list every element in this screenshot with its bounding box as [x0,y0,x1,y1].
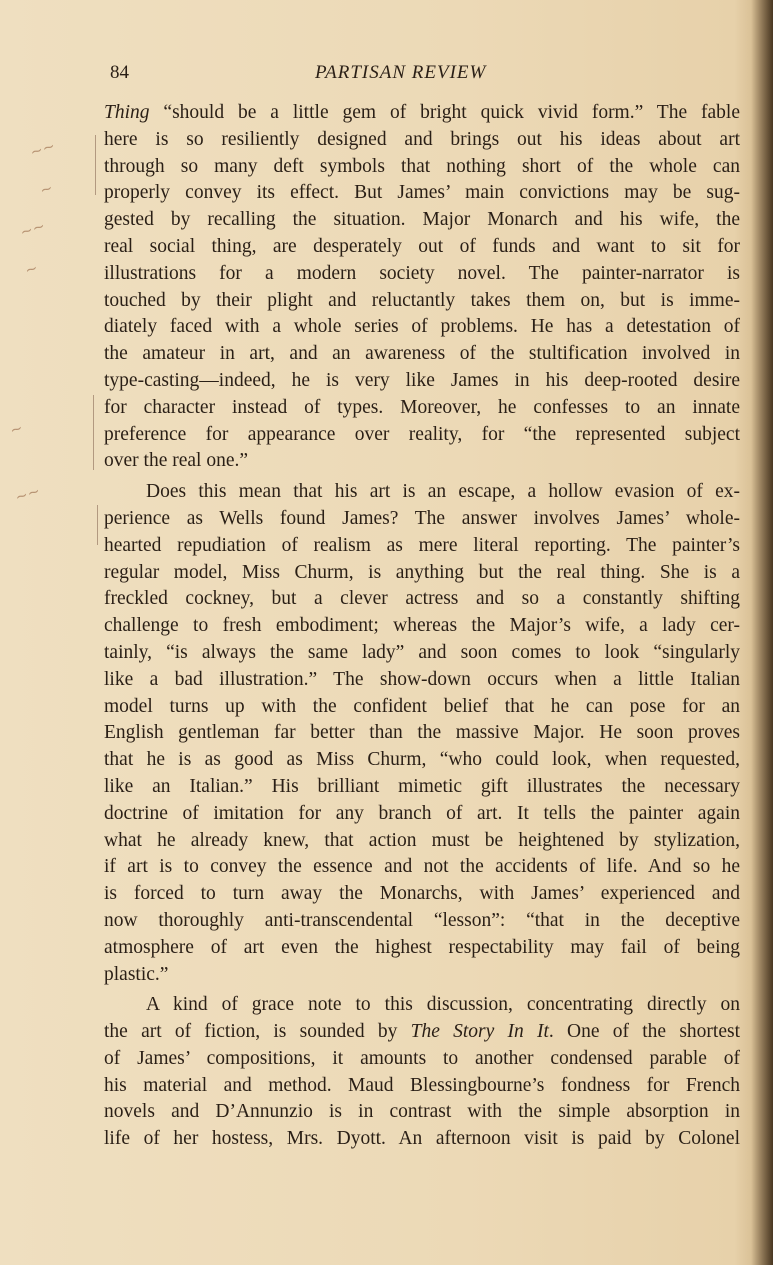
body-text [104,100,740,1153]
text-line: English gentleman far better than the massive Major. He soon proves [104,722,740,744]
handwritten-margin-notes [0,100,100,540]
text-line: type-casting—indeed, he is very like James in his deep-rooted desire [104,369,740,391]
text-line: now thoroughly anti-transcendental “lesson”: “that in the deceptive [104,909,740,931]
text-line: plastic.” [104,963,169,985]
text-line: diately faced with a whole series of problems. He has a detestation of [104,316,740,338]
text-line: touched by their plight and reluctantly takes them on, but is imme- [104,289,740,311]
margin-scribble: ~~ [17,216,48,242]
text-line: through so many deft symbols that nothing short of the whole can [104,155,740,177]
text-line: atmosphere of art even the highest respectability may fail of being [104,936,740,958]
book-spine-shadow [751,0,773,1265]
running-head: PARTISAN REVIEW [315,62,487,83]
text-line: over the real one.” [104,450,249,472]
page-number: 84 [110,62,129,83]
margin-scribble: ~~ [27,136,58,162]
text-line: A kind of grace note to this discussion, concentrating directly on [146,994,740,1016]
text-line: Does this mean that his art is an escape, a hollow evasion of ex- [146,481,740,503]
text-line: like an Italian.” His brilliant mimetic gift illustrates the necessary [104,775,740,797]
text-line: for character instead of types. Moreover, he confesses to an innate [104,396,740,418]
margin-scribble: ~ [7,418,26,440]
margin-bracket [97,505,98,545]
text-line: perience as Wells found James? The answer involves James’ whole- [104,507,740,529]
text-line: real social thing, are desperately out of funds and want to sit for [104,235,740,257]
text-line: of James’ compositions, it amounts to another condensed parable of [104,1047,740,1069]
text-line: properly convey its effect. But James’ main convictions may be sug- [104,182,740,204]
text-line: here is so resiliently designed and brings out his ideas about art [104,128,740,150]
text-line: model turns up with the confident belief that he can pose for an [104,695,740,717]
margin-bracket [93,395,94,470]
margin-scribble: ~~ [12,481,43,507]
page-header [110,62,746,90]
text-line: that he is as good as Miss Churm, “who could look, when requested, [104,749,740,771]
text-line: challenge to fresh embodiment; whereas the Major’s wife, a lady cer- [104,615,740,637]
text-line: is forced to turn away the Monarchs, with James’ experienced and [104,883,740,905]
text-line: preference for appearance over reality, for “the represented subject [104,423,740,445]
text-line: his material and method. Maud Blessingbourne’s fondness for French [104,1074,740,1096]
text-line: what he already knew, that action must be heightened by stylization, [104,829,740,851]
text-line: Thing “should be a little gem of bright quick vivid form.” The fable [104,102,740,123]
text-line: the art of fiction, is sounded by The Story In It. One of the shortest [104,1021,740,1043]
text-line: life of her hostess, Mrs. Dyott. An afternoon visit is paid by Colonel [104,1128,740,1150]
text-line: gested by recalling the situation. Major Monarch and his wife, the [104,209,740,231]
text-line: freckled cockney, but a clever actress and so a constantly shifting [104,588,740,610]
margin-scribble: ~ [37,178,56,200]
margin-bracket [95,135,96,195]
margin-scribble: ~ [22,258,41,280]
text-line: doctrine of imitation for any branch of art. It tells the painter again [104,802,740,824]
text-line: like a bad illustration.” The show-down occurs when a little Italian [104,668,740,690]
text-line: hearted repudiation of realism as mere literal reporting. The painter’s [104,534,740,556]
text-line: illustrations for a modern society novel. The painter-narrator is [104,262,740,284]
text-line: tainly, “is always the same lady” and soon comes to look “singularly [104,641,740,663]
text-line: regular model, Miss Churm, is anything but the real thing. She is a [104,561,740,583]
text-line: novels and D’Annunzio is in contrast with the simple absorption in [104,1101,740,1123]
text-line: the amateur in art, and an awareness of the stultification involved in [104,343,740,365]
text-line: if art is to convey the essence and not the accidents of life. And so he [104,856,740,878]
